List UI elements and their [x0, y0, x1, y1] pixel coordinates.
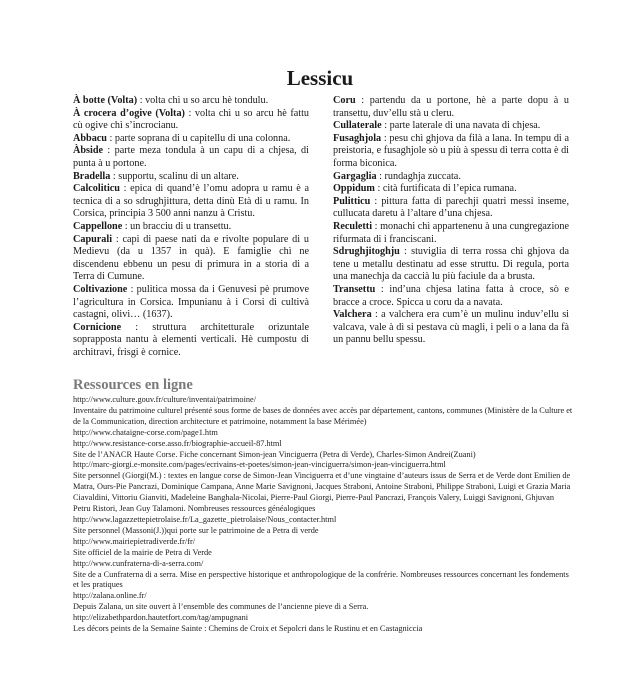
glossary-term: Sdrughjitoghju [333, 246, 400, 258]
resource-description: Les décors peints de la Semaine Sainte : Chemins de Croix et Sepolcri dans le Rustinu et en Castagniccia [73, 624, 423, 634]
glossary-term: Cappellone [73, 220, 123, 232]
glossary-entry [73, 322, 309, 360]
glossary-term: Capurali [73, 233, 113, 245]
glossary-term: Calcoliticu [73, 183, 120, 195]
glossary-entry [73, 221, 309, 234]
page-title: Lessicu [286, 66, 354, 90]
glossary-right-column [333, 95, 569, 359]
glossary-definition: : monachi chì appartenenu à una cungregazione rifurmata di i franciscani. [333, 220, 569, 245]
glossary-term: Fusaghjola [333, 132, 382, 144]
glossary-entry [73, 284, 309, 322]
glossary-entry [73, 171, 309, 184]
glossary-definition: : capi di paese nati da e rivolte populare di u Medievu (da u 1357 in quà). E famiglie chì ne discendenu ebbenu un pesu di primura in a storia di a Terra di Cumune. [73, 233, 309, 283]
resource-description: Site personnel (Giorgi(M.) : textes en langue corse de Simon-Jean Vinciguerra et d’une vingtaine d’auteurs issus de Serra et de Verde dont Emilien de Matra, Ours-Pie Pancrazi, Dominique Campana, Anne Marie Savignoni, Jacques Straboni, Antoine Straboni, Philippe Straboni, Luigi et Grazia Maria Ciavaldini, Vittoriu Gianviti, Madeleine Banghala-Nicolai, Pierre-Paul Giorgi, Pierre-Paul Pancrazi, François Valery, Luiggi Savignoni, Ghjuvan Petru Ristori, Jean Guy Talamoni. Nombreuses ressources généalogiques [73, 471, 571, 514]
glossary-definition: : ind’una chjesa latina fatta à croce, sò e bracce a croce. Spicca u coru da a navata. [333, 283, 569, 308]
glossary-entry [333, 95, 569, 120]
glossary-definition: : volta chì u so arcu hè fattu cù ogive chì s’incrocianu. [73, 107, 309, 132]
resource-link[interactable]: http://elizabethpardon.hautetfort.com/tag/ampugnani [73, 613, 249, 623]
glossary-entry [73, 108, 309, 133]
resource-link[interactable]: http://marc-giorgi.e-monsite.com/pages/ecrivains-et-poetes/simon-jean-vinciguerra/simon-jean-vinciguerra.html [73, 460, 446, 470]
glossary-definition: : supportu, scalinu di un altare. [110, 170, 239, 182]
glossary-term: Valchera [333, 309, 372, 321]
resource-link[interactable]: http://www.chataigne-corse.com/page1.htm [73, 427, 218, 437]
glossary-term: Bradella [73, 170, 111, 182]
glossary-definition: : epica di quand’è l’omu adopra u ramu è a tecnica di a so sdrughjittura, detta dinù Età di u ramu. In Corsica, principia 3 500 anni nanzu à Cristu. [73, 183, 309, 220]
glossary-definition: : parte laterale di una navata di chjesa. [381, 120, 541, 132]
resource-description: Inventaire du patrimoine culturel présenté sous forme de bases de données avec accès par département, cantons, communes (Ministère de la Culture et de la Communication, direction architecture et patrimoine, notamment la base Mérimée) [73, 405, 573, 426]
glossary-definition: : parte soprana di u capitellu di una colonna. [106, 132, 291, 144]
resource-description: Site officiel de la mairie de Petra di Verde [73, 547, 212, 557]
glossary-term: Cornicione [73, 321, 122, 333]
glossary-definition: : cità furtificata di l’epica rumana. [374, 183, 517, 195]
resource-description: Site de l’ANACR Haute Corse. Fiche concernant Simon-jean Vinciguerra (Petra di Verde), Charles-Simon Andrei(Zuani) [73, 449, 476, 459]
glossary-definition: : un bracciu di u transettu. [122, 220, 232, 232]
glossary-term: À crocera d’ogive (Volta) [73, 107, 185, 119]
glossary-definition: : struttura architetturale orizuntale soprapposta nantu à elementi verticali. Hè cumpostu di architravi, frisgi è cornice. [73, 321, 309, 358]
resource-link[interactable]: http://www.culture.gouv.fr/culture/inventai/patrimoine/ [73, 395, 257, 404]
glossary-definition: : a valchera era cum’è un mulinu induv’ellu si valcava, vale à dì si pestava cù magli, i peli o a lana da fà un pannu bellu spessu. [333, 309, 569, 346]
glossary-term: Gargaglia [333, 170, 377, 182]
resource-link[interactable]: http://www.cunfraterna-di-a-serra.com/ [73, 558, 204, 568]
resource-description: Site personnel (Massoni(J.))qui porte sur le patrimoine de a Petra di verde [73, 525, 319, 535]
resource-link[interactable]: http://zalana.online.fr/ [73, 591, 147, 601]
resource-description: Site de a Cunfraterna di a serra. Mise en perspective historique et anthropologique de la confrérie. Nombreuses ressources concernant les fondements et les pratiques [73, 569, 569, 590]
glossary-term: Pulitticu [333, 195, 371, 207]
glossary-definition: : pesu chì ghjova da filà a lana. In tempu di a preistoria, e fusaghjole sò u più à spessu di terra cotta è di forma biconica. [333, 132, 569, 169]
glossary-entry [73, 183, 309, 221]
glossary-term: Transettu [333, 283, 376, 295]
resources-heading: Ressources en ligne [73, 377, 193, 393]
glossary-entry [333, 309, 569, 347]
glossary-entry [333, 171, 569, 184]
glossary-definition: : volta chì u so arcu hè tondulu. [137, 95, 269, 106]
glossary-entry [333, 246, 569, 284]
glossary-term: Reculetti [333, 220, 373, 232]
glossary-definition: : pulitica mossa da i Genuvesi pè prumove l’agricultura in Corsica. Impunianu à i Corsi di cultivà castagni, olivi… (1637). [73, 283, 309, 321]
resources-list [73, 395, 573, 635]
glossary-definition: : stuviglia di terra rossa chì ghjova da tene u metallu destinatu ad esse struttu. Di regula, porta una manechja da caccià lu più faciule da a brusta. [333, 246, 569, 283]
glossary-definition: : rundaghja zuccata. [376, 170, 461, 182]
glossary-term: Àbside [73, 145, 104, 157]
glossary-term: Cullaterale [333, 120, 382, 132]
glossary-term: Oppidum [333, 183, 375, 195]
glossary [73, 95, 569, 359]
glossary-entry [73, 95, 309, 108]
resource-link[interactable]: http://www.lagazzettepietrolaise.fr/La_gazette_pietrolaise/Nous_contacter.html [73, 514, 337, 524]
glossary-term: Coru [333, 95, 356, 106]
glossary-entry [73, 234, 309, 284]
glossary-entry [73, 133, 309, 146]
glossary-entry [333, 120, 569, 133]
glossary-term: Abbacu [73, 132, 107, 144]
glossary-entry [333, 221, 569, 246]
glossary-entry [333, 133, 569, 171]
glossary-entry [73, 145, 309, 170]
resource-link[interactable]: http://www.mairiepietradiverde.fr/fr/ [73, 536, 196, 546]
resource-link[interactable]: http://www.resistance-corse.asso.fr/biographie-accueil-87.html [73, 438, 282, 448]
glossary-left-column [73, 95, 309, 359]
glossary-definition: : parte meza tondula à un capu di a chjesa, di punta à u portone. [73, 145, 309, 169]
glossary-term: Coltivazione [73, 283, 128, 295]
glossary-term: À botte (Volta) [73, 95, 138, 106]
glossary-definition: : partendu da u portone, hè a parte dopu à u transettu, duv’ellu stà u cleru. [333, 95, 569, 119]
resource-description: Depuis Zalana, un site ouvert à l’ensemble des communes de l’ancienne pieve di a Serra. [73, 602, 369, 612]
glossary-entry [333, 284, 569, 309]
glossary-entry [333, 196, 569, 221]
glossary-definition: : pittura fatta di parechji quatri messi inseme, cullucata daretu à l’altare d’una chjesa. [333, 195, 569, 220]
glossary-entry [333, 183, 569, 196]
